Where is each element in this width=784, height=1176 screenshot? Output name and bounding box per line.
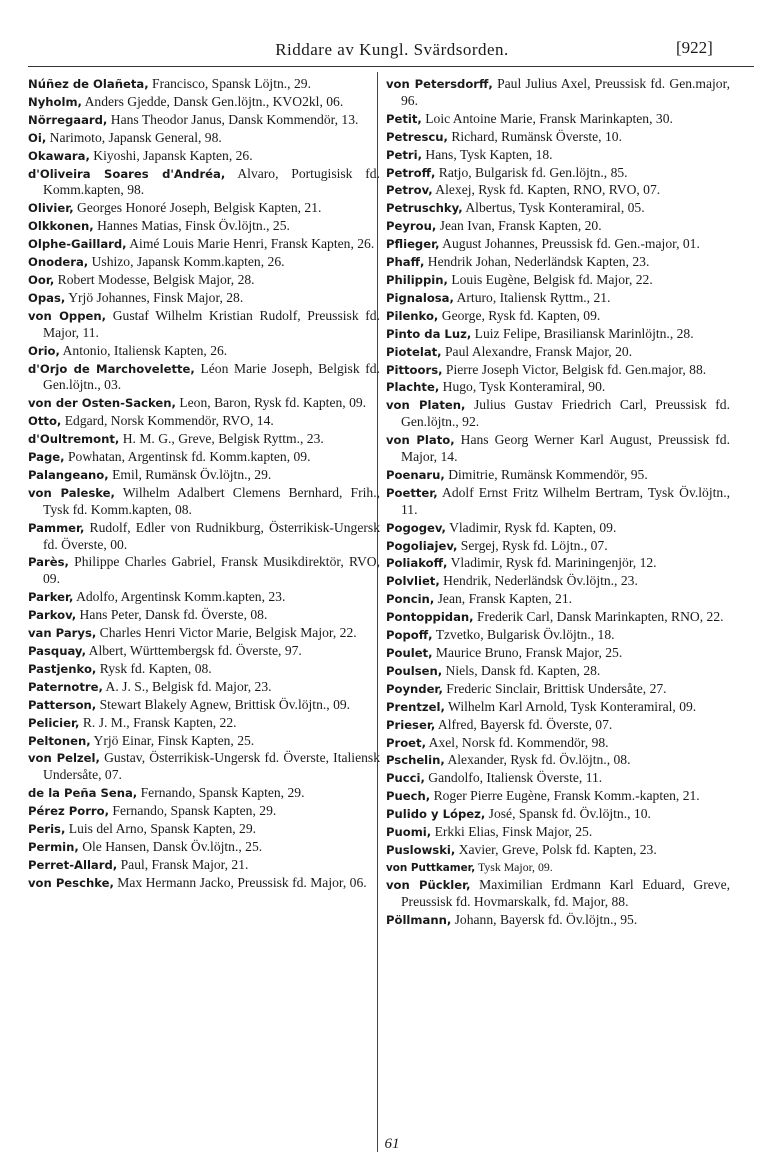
entry-name: Poulet, (386, 646, 433, 660)
entry-name: Perret-Allard, (28, 857, 118, 872)
entry-name: Pinto da Luz, (386, 326, 472, 341)
entry-details: Alvaro, Portugisisk fd. Komm.kapten, 98. (43, 165, 381, 198)
entry-name: Parker, (28, 590, 74, 605)
entry-name: Prieser, (386, 717, 436, 732)
register-entry (386, 735, 730, 752)
entry-details: Hannes Matias, Finsk Öv.löjtn., 25. (97, 218, 290, 234)
register-entry (28, 94, 380, 111)
register-entry (28, 413, 380, 430)
entry-details: Hans Georg Werner Karl August, Preussisk fd. Major, 14. (401, 432, 730, 465)
entry-name: Poetter, (386, 485, 438, 500)
entry-name: Pérez Porro, (28, 804, 109, 819)
entry-name: Permin, (28, 839, 79, 854)
entry-name: Pschelin, (386, 753, 445, 768)
register-entry (386, 200, 730, 217)
register-entry (28, 607, 380, 624)
register-entry (386, 912, 730, 929)
entry-details: Tysk Major, 09. (477, 859, 553, 874)
register-entry (386, 254, 730, 271)
register-entry (386, 397, 730, 431)
register-entry (386, 573, 730, 590)
register-entry (386, 236, 730, 253)
entry-name: Poenaru, (386, 467, 445, 482)
register-entry (386, 362, 730, 379)
entry-name: Petruschky, (386, 201, 463, 216)
entry-details: Tzvetko, Bulgarisk Öv.löjtn., 18. (435, 627, 615, 643)
entry-name: Page, (28, 450, 65, 465)
entry-name: Okawara, (28, 148, 90, 163)
entry-name: Petri, (386, 147, 422, 162)
entry-name: d'Oultremont, (28, 432, 120, 447)
entry-name: Philippin, (386, 272, 448, 287)
entry-name: Petroff, (386, 165, 436, 180)
register-entry (28, 485, 380, 519)
entry-name: Poulsen, (386, 663, 443, 678)
entry-name: Petrov, (386, 183, 433, 198)
entry-details: Vladimir, Rysk fd. Mariningenjör, 12. (450, 555, 657, 571)
entry-name: von Platen, (386, 398, 466, 413)
entry-details: Loic Antoine Marie, Fransk Marinkapten, 30. (425, 110, 673, 126)
entry-name: Pignalosa, (386, 290, 454, 305)
register-entry (386, 681, 730, 698)
header-rule (28, 66, 754, 67)
entry-details: Powhatan, Argentinsk fd. Komm.kapten, 09. (67, 449, 311, 465)
entry-details: Adolfo, Argentinsk Komm.kapten, 23. (76, 589, 286, 605)
entry-details: Ushizo, Japansk Komm.kapten, 26. (91, 254, 285, 270)
register-entry (28, 218, 380, 235)
register-entry (386, 129, 730, 146)
entry-details: Erkki Elias, Finsk Major, 25. (434, 824, 593, 840)
register-entry (386, 538, 730, 555)
register-entry (28, 272, 380, 289)
register-entry (386, 520, 730, 537)
register-entry (28, 643, 380, 660)
entry-details: Louis Eugène, Belgisk fd. Major, 22. (451, 271, 653, 287)
entry-details: Kiyoshi, Japansk Kapten, 26. (93, 147, 253, 163)
entry-details: Yrjö Johannes, Finsk Major, 28. (68, 289, 244, 305)
register-entry (386, 555, 730, 572)
entry-details: Hendrik, Nederländsk Öv.löjtn., 23. (443, 573, 638, 589)
entry-details: Maurice Bruno, Fransk Major, 25. (435, 645, 623, 660)
entry-details: Paul, Fransk Major, 21. (120, 856, 249, 872)
entry-details: Sergej, Rysk fd. Löjtn., 07. (460, 537, 608, 553)
entry-details: Max Hermann Jacko, Preussisk fd. Major, 06. (117, 874, 367, 890)
register-entry (386, 326, 730, 343)
entry-details: Hendrik Johan, Nederländsk Kapten, 23. (427, 254, 650, 270)
register-entry (386, 788, 730, 805)
entry-name: Puech, (386, 789, 431, 804)
register-entry (28, 803, 380, 820)
register-entry (28, 750, 380, 784)
entry-details: Paul Alexandre, Fransk Major, 20. (445, 343, 633, 359)
entry-name: von Pückler, (386, 877, 471, 892)
register-entry (386, 699, 730, 716)
entry-name: van Parys, (28, 626, 97, 641)
entry-details: Albertus, Tysk Konteramiral, 05. (465, 200, 645, 216)
register-entry (28, 308, 380, 342)
entry-name: Phaff, (386, 255, 425, 270)
entry-details: Gustav, Österrikisk-Ungersk fd. Överste, Italiensk Undersåte, 07. (43, 750, 380, 783)
entry-name: Paternotre, (28, 679, 103, 694)
entry-name: Puomi, (386, 825, 432, 840)
register-entry (28, 361, 380, 395)
footer-page-number: 61 (384, 1136, 400, 1152)
entry-details: Anders Gjedde, Dansk Gen.löjtn., KVO2kl, 06. (84, 93, 344, 109)
register-entry (386, 344, 730, 361)
entry-name: Proet, (386, 735, 426, 750)
entry-details: Rysk fd. Kapten, 08. (99, 660, 212, 676)
entry-name: Pucci, (386, 771, 425, 786)
entry-details: Albert, Württembergsk fd. Överste, 97. (88, 643, 302, 658)
register-entry (386, 842, 730, 859)
register-entry (386, 591, 730, 608)
register-entry (28, 431, 380, 448)
register-entry (386, 147, 730, 164)
register-entry (28, 254, 380, 271)
register-entry (28, 236, 380, 253)
entry-details: Axel, Norsk fd. Kommendör, 98. (428, 734, 609, 750)
entry-name: Pammer, (28, 520, 85, 535)
entry-name: von Pelzel, (28, 751, 100, 766)
entry-name: Plachte, (386, 380, 440, 395)
entry-name: von Puttkamer, (386, 861, 476, 874)
entry-details: Emil, Rumänsk Öv.löjtn., 29. (112, 466, 272, 482)
entry-name: Petit, (386, 111, 422, 126)
entry-details: Arturo, Italiensk Ryttm., 21. (456, 289, 611, 305)
entry-name: Parès, (28, 555, 69, 570)
register-entry (386, 76, 730, 110)
entry-details: Yrjö Einar, Finsk Kapten, 25. (93, 732, 255, 748)
register-entry (28, 697, 380, 714)
entry-name: d'Orjo de Marchovelette, (28, 361, 195, 376)
page-number-bracket: [922] (676, 38, 713, 57)
entry-details: Xavier, Greve, Polsk fd. Kapten, 23. (458, 841, 657, 857)
register-entry (386, 485, 730, 519)
entry-name: von Peschke, (28, 875, 114, 890)
register-entry (386, 308, 730, 325)
register-entry (386, 182, 730, 199)
register-entry (386, 379, 730, 396)
entry-details: Hugo, Tysk Konteramiral, 90. (442, 379, 606, 395)
entry-details: Alexej, Rysk fd. Kapten, RNO, RVO, 07. (435, 182, 661, 198)
entry-name: Pogogev, (386, 520, 446, 535)
entry-name: Palangeano, (28, 467, 109, 482)
register-entry (28, 679, 380, 696)
entry-name: von Paleske, (28, 485, 115, 500)
register-entry (386, 752, 730, 769)
register-entry (28, 76, 380, 93)
entry-name: von der Osten-Sacken, (28, 396, 176, 411)
entry-details: Ratjo, Bulgarisk fd. Gen.löjtn., 85. (438, 164, 628, 180)
register-entry (386, 860, 730, 876)
entry-details: Pierre Joseph Victor, Belgisk fd. Gen.major, 88. (445, 361, 707, 377)
entry-name: Piotelat, (386, 344, 442, 359)
register-entry (28, 875, 380, 892)
register-entry (28, 839, 380, 856)
register-entry (28, 467, 380, 484)
entry-details: Frederic Sinclair, Brittisk Undersåte, 27. (446, 680, 667, 696)
entry-name: Pulido y López, (386, 807, 486, 822)
entry-details: Vladimir, Rysk fd. Kapten, 09. (449, 519, 617, 535)
entry-details: A. J. S., Belgisk fd. Major, 23. (105, 678, 272, 694)
register-entry (386, 627, 730, 644)
entry-name: Poncin, (386, 592, 435, 607)
entry-name: Oor, (28, 272, 55, 287)
entry-name: Petrescu, (386, 129, 448, 144)
register-entry (28, 589, 380, 606)
entry-name: Peris, (28, 822, 66, 837)
entry-details: Francisco, Spansk Löjtn., 29. (152, 76, 311, 91)
entry-name: Puslowski, (386, 842, 456, 857)
entry-name: Pogoliajev, (386, 538, 458, 553)
entry-details: Alfred, Bayersk fd. Överste, 07. (437, 716, 613, 732)
entry-details: Jean Ivan, Fransk Kapten, 20. (439, 218, 602, 234)
register-entry (386, 609, 730, 626)
register-entry (28, 148, 380, 165)
entry-name: Parkov, (28, 608, 77, 623)
entry-name: von Plato, (386, 433, 455, 448)
entry-name: Otto, (28, 414, 62, 429)
entry-name: Pflieger, (386, 237, 440, 252)
register-entry (28, 821, 380, 838)
register-entry (28, 130, 380, 147)
register-entry (28, 290, 380, 307)
register-entry (386, 165, 730, 182)
entry-name: Orio, (28, 343, 60, 358)
entry-name: Opas, (28, 290, 66, 305)
entry-details: Paul Julius Axel, Preussisk fd. Gen.major, 96. (401, 76, 730, 108)
entry-details: Narimoto, Japansk General, 98. (49, 129, 222, 145)
entry-details: Ole Hansen, Dansk Öv.löjtn., 25. (82, 838, 263, 854)
register-entry (386, 717, 730, 734)
entry-name: Olkkonen, (28, 219, 94, 234)
entry-details: H. M. G., Greve, Belgisk Ryttm., 23. (122, 431, 324, 447)
register-entry (386, 290, 730, 307)
register-entry (28, 715, 380, 732)
register-entry (28, 661, 380, 678)
entry-details: Wilhelm Karl Arnold, Tysk Konteramiral, 09. (448, 698, 697, 714)
entry-details: Gustaf Wilhelm Kristian Rudolf, Preussisk fd. Major, 11. (43, 307, 380, 340)
entry-details: Luis del Arno, Spansk Kapten, 29. (68, 821, 257, 837)
entry-details: Roger Pierre Eugène, Fransk Komm.-kapten, 21. (433, 788, 700, 804)
entry-details: August Johannes, Preussisk fd. Gen.-major, 01. (442, 236, 700, 252)
column-divider (377, 72, 378, 1152)
entry-details: Léon Marie Joseph, Belgisk fd. Gen.löjtn., 03. (43, 360, 380, 393)
entry-details: Antonio, Italiensk Kapten, 26. (62, 342, 228, 358)
entry-details: R. J. M., Fransk Kapten, 22. (82, 714, 237, 730)
entry-name: de la Peña Sena, (28, 786, 138, 801)
register-entry (28, 200, 380, 217)
right-column (386, 76, 730, 930)
entry-details: Aimé Louis Marie Henri, Fransk Kapten, 26. (129, 236, 375, 252)
register-entry (386, 467, 730, 484)
entry-details: Georges Honoré Joseph, Belgisk Kapten, 21. (77, 200, 322, 216)
register-entry (28, 343, 380, 360)
register-entry (28, 112, 380, 129)
register-entry (386, 806, 730, 823)
entry-name: Pasquay, (28, 644, 86, 658)
entry-details: Dimitrie, Rumänsk Kommendör, 95. (448, 466, 648, 482)
entry-name: Pelicier, (28, 715, 80, 730)
entry-details: Niels, Dansk fd. Kapten, 28. (445, 662, 601, 678)
entry-name: Oi, (28, 130, 47, 145)
entry-details: Richard, Rumänsk Överste, 10. (451, 128, 622, 144)
entry-name: Núñez de Olañeta, (28, 77, 149, 91)
entry-name: Peyrou, (386, 219, 437, 234)
entry-details: Robert Modesse, Belgisk Major, 28. (57, 271, 255, 287)
entry-details: Jean, Fransk Kapten, 21. (437, 591, 573, 607)
register-entry (28, 520, 380, 554)
entry-name: Polvliet, (386, 574, 440, 589)
entry-name: Pöllmann, (386, 912, 452, 927)
register-entry (386, 272, 730, 289)
entry-details: Fernando, Spansk Kapten, 29. (112, 803, 277, 819)
entry-name: Prentzel, (386, 699, 445, 714)
register-entry (386, 645, 730, 662)
entry-name: Nyholm, (28, 94, 82, 109)
entry-details: Gandolfo, Italiensk Överste, 11. (428, 770, 603, 786)
register-entry (386, 770, 730, 787)
entry-details: Johann, Bayersk fd. Öv.löjtn., 95. (454, 911, 638, 927)
register-entry (386, 218, 730, 235)
register-entry (386, 824, 730, 841)
entry-name: Popoff, (386, 628, 433, 643)
register-entry (28, 395, 380, 412)
entry-name: von Petersdorff, (386, 77, 493, 91)
entry-name: Pittoors, (386, 362, 443, 377)
entry-name: Nörregaard, (28, 112, 108, 127)
entry-details: Stewart Blakely Agnew, Brittisk Öv.löjtn., 09. (99, 696, 351, 712)
entry-details: Edgard, Norsk Kommendör, RVO, 14. (64, 413, 274, 429)
entry-name: Poynder, (386, 681, 443, 696)
entry-details: George, Rysk fd. Kapten, 09. (441, 307, 601, 323)
register-entry (28, 166, 380, 200)
entry-name: Pontoppidan, (386, 610, 474, 625)
entry-details: Charles Henri Victor Marie, Belgisk Major, 22. (99, 625, 357, 641)
entry-name: Peltonen, (28, 733, 91, 748)
entry-name: von Oppen, (28, 308, 107, 323)
register-entry (386, 877, 730, 911)
entry-details: Frederik Carl, Dansk Marinkapten, RNO, 22. (476, 609, 724, 625)
entry-details: Hans Theodor Janus, Dansk Kommendör, 13. (110, 111, 359, 127)
entry-name: Pilenko, (386, 308, 439, 323)
register-entry (28, 733, 380, 750)
entry-name: Olivier, (28, 201, 74, 216)
entry-details: Philippe Charles Gabriel, Fransk Musikdirektör, RVO, 09. (43, 554, 381, 587)
entry-details: Adolf Ernst Fritz Wilhelm Bertram, Tysk Öv.löjtn., 11. (401, 484, 730, 517)
register-entry (386, 432, 730, 466)
entry-details: Alexander, Rysk fd. Öv.löjtn., 08. (447, 752, 631, 768)
entry-details: Rudolf, Edler von Rudnikburg, Österrikisk-Ungersk fd. Överste, 00. (43, 519, 380, 552)
entry-details: Julius Gustav Friedrich Carl, Preussisk fd. Gen.löjtn., 92. (401, 397, 730, 430)
entry-name: Onodera, (28, 255, 89, 270)
running-title: Riddare av Kungl. Svärdsorden. (275, 40, 509, 59)
entry-details: Wilhelm Adalbert Clemens Bernhard, Frih., Tysk fd. Komm.kapten, 08. (43, 484, 380, 517)
entry-name: d'Oliveira Soares d'Andréa, (28, 166, 226, 181)
entry-name: Poliakoff, (386, 556, 448, 571)
register-entry (28, 449, 380, 466)
entry-name: Olphe-Gaillard, (28, 237, 127, 252)
register-entry (28, 857, 380, 874)
entry-details: Hans Peter, Dansk fd. Överste, 08. (79, 607, 268, 623)
entry-details: Hans, Tysk Kapten, 18. (425, 146, 553, 162)
entry-details: José, Spansk fd. Öv.löjtn., 10. (488, 806, 651, 822)
entry-details: Maximilian Erdmann Karl Eduard, Greve, Preussisk fd. Hovmarskalk, fd. Major, 88. (401, 876, 731, 909)
register-entry (386, 111, 730, 128)
register-entry (28, 554, 380, 588)
entry-details: Leon, Baron, Rysk fd. Kapten, 09. (179, 395, 367, 411)
entry-details: Luiz Felipe, Brasiliansk Marinlöjtn., 28. (474, 325, 694, 341)
entry-details: Fernando, Spansk Kapten, 29. (140, 785, 305, 801)
register-entry (28, 785, 380, 802)
left-column (28, 76, 380, 893)
entry-name: Patterson, (28, 697, 97, 712)
register-entry (386, 663, 730, 680)
register-entry (28, 625, 380, 642)
entry-name: Pastjenko, (28, 661, 97, 676)
